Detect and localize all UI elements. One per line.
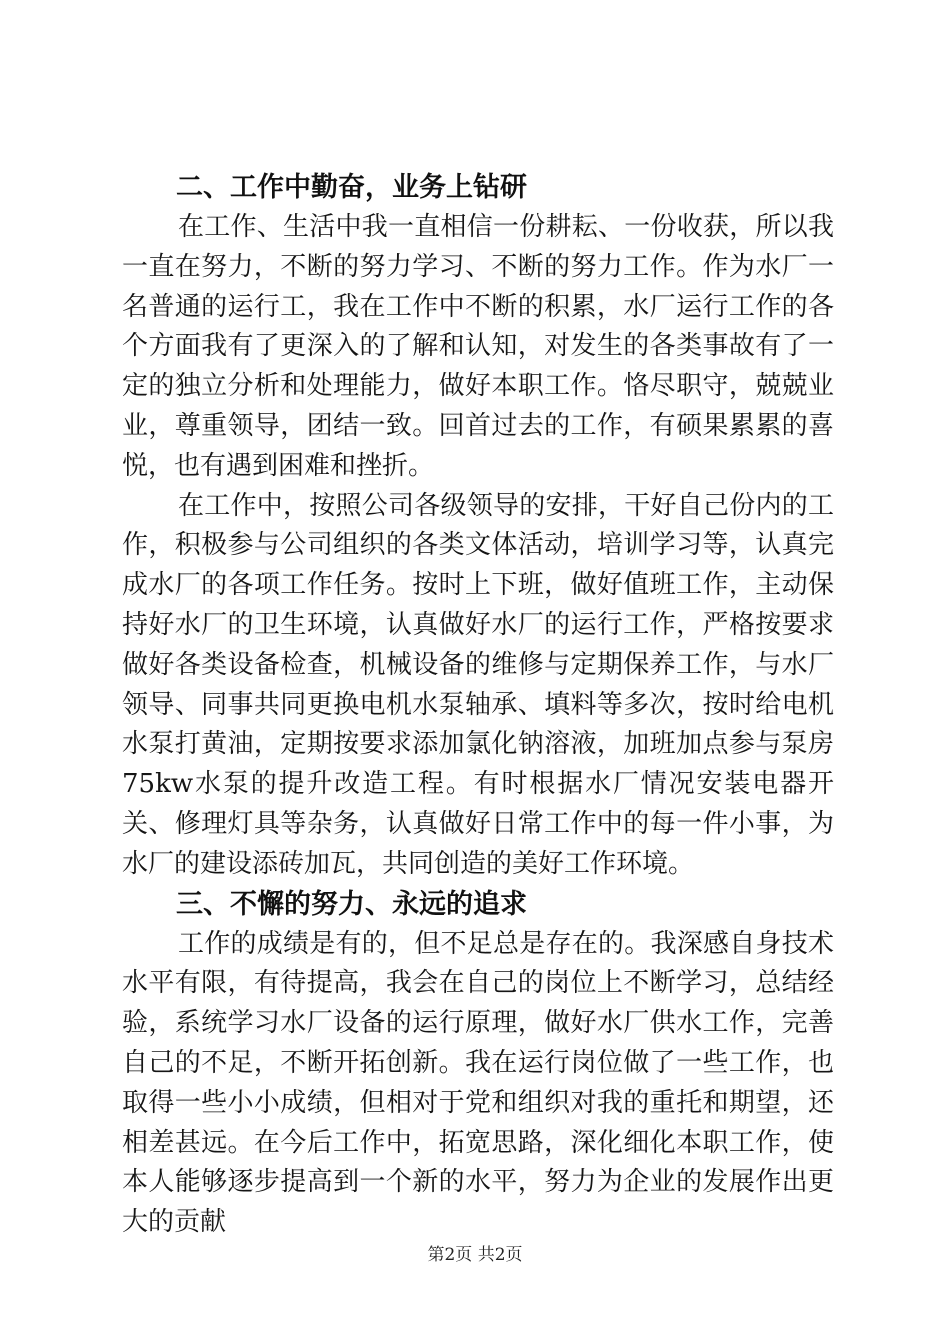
- document-body: [122, 168, 834, 1243]
- page-footer: 第2页 共2页: [427, 1245, 523, 1265]
- paragraph-work-diligence-2: 在工作中，按照公司各级领导的安排，干好自己份内的工作，积极参与公司组织的各类文体活动，培训学习等，认真完成水厂的各项工作任务。按时上下班，做好值班工作，主动保持好水厂的卫生环境，认真做好水厂的运行工作，严格按要求做好各类设备检查，机械设备的维修与定期保养工作，与水厂领导、同事共同更换电机水泵轴承、填料等多次，按时给电机水泵打黄油，定期按要求添加氯化钠溶液，加班加点参与泵房75kw水泵的提升改造工程。有时根据水厂情况安装电器开关、修理灯具等杂务，认真做好日常工作中的每一件小事，为水厂的建设添砖加瓦，共同创造的美好工作环境。: [122, 490, 834, 879]
- paragraph-pursuit-1: 工作的成绩是有的，但不足总是存在的。我深感自身技术水平有限，有待提高，我会在自己的岗位上不断学习，总结经验，系统学习水厂设备的运行原理，做好水厂供水工作，完善自己的不足，不断开拓创新。我在运行岗位做了一些工作，也取得一些小小成绩，但相对于党和组织对我的重托和期望，还相差甚远。在今后工作中，拓宽思路，深化细化本职工作，使本人能够逐步提高到一个新的水平，努力为企业的发展作出更大的贡献: [122, 928, 834, 1238]
- paragraph-work-diligence-1: 在工作、生活中我一直相信一份耕耘、一份收获，所以我一直在努力，不断的努力学习、不断的努力工作。作为水厂一名普通的运行工，我在工作中不断的积累，水厂运行工作的各个方面我有了更深入的了解和认知，对发生的各类事故有了一定的独立分析和处理能力，做好本职工作。恪尽职守，兢兢业业，尊重领导，团结一致。回首过去的工作，有硕果累累的喜悦，也有遇到困难和挫折。: [122, 212, 834, 481]
- section-heading-pursuit: 三、不懈的努力、永远的追求: [176, 888, 527, 920]
- section-heading-work-diligence: 二、工作中勤奋，业务上钻研: [176, 172, 527, 203]
